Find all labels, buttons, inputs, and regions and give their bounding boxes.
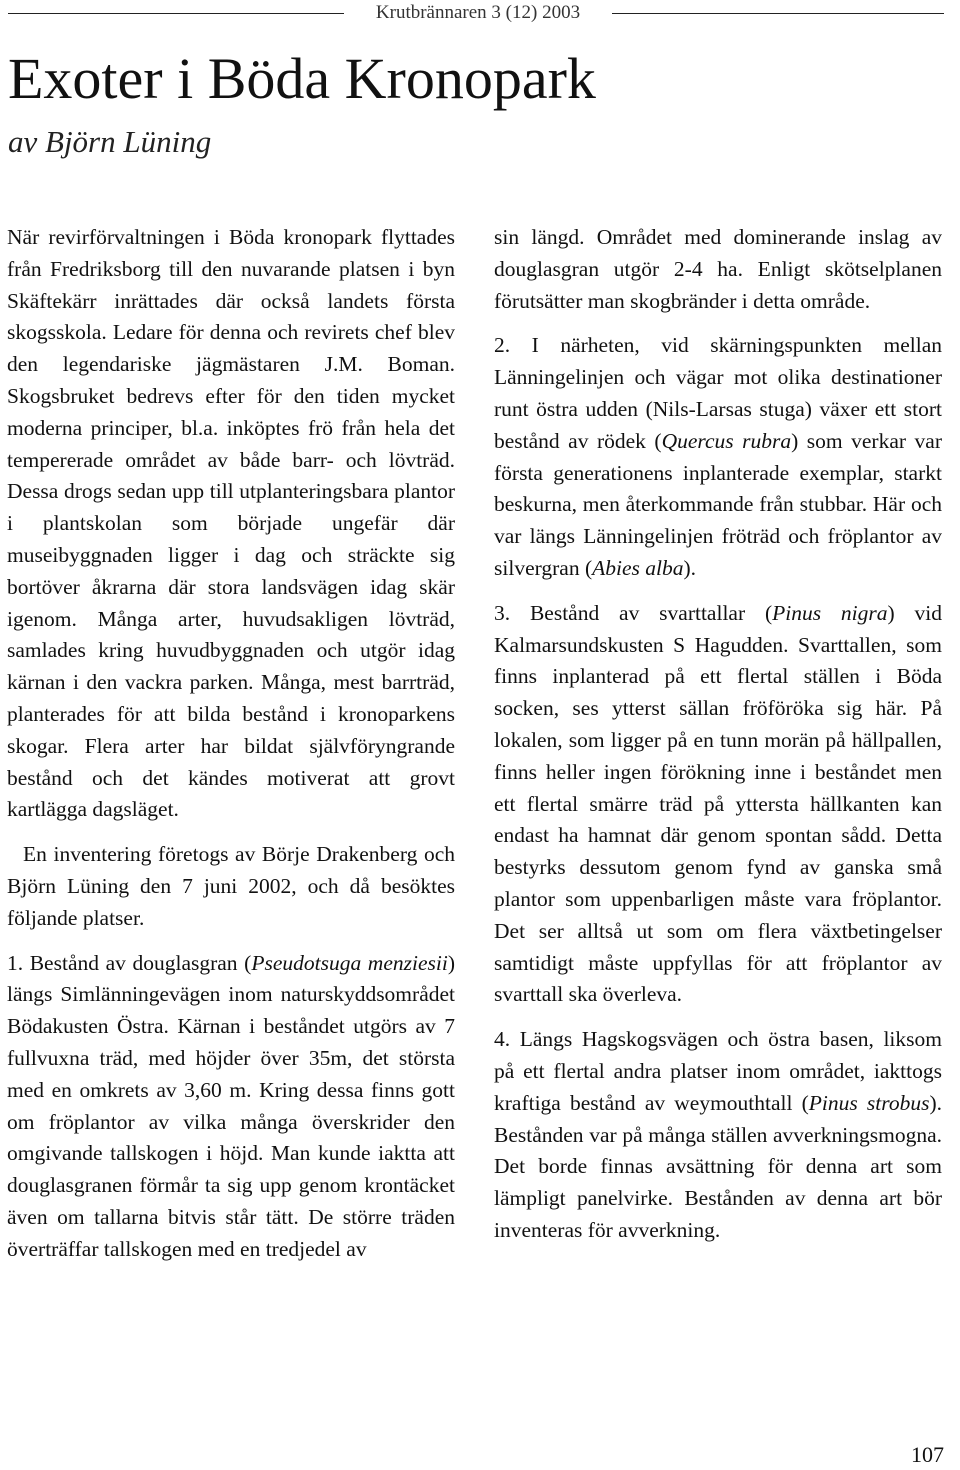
site-1-text-a: 1. Bestånd av douglasgran ( <box>7 950 252 975</box>
header-rule-right <box>612 13 944 14</box>
paragraph-site-2 <box>494 330 942 584</box>
paragraph-site-1 <box>7 948 455 1266</box>
article-title: Exoter i Böda Kronopark <box>8 46 596 111</box>
site-2-text-c: ). <box>683 555 697 580</box>
paragraph-intro: När revirförvaltningen i Böda kronopark flyttades från Fredriksborg till den nuvarande platsen i byn Skäftekärr inrättades där också landets första skogsskola. Ledare för denna och revirets chef blev den legendariske jägmästaren J.M. Boman. Skogsbruket bedrevs efter för den tiden mycket moderna principer, bl.a. inköptes frö från hela det tempererade området av både barr- och lövträd. Dessa drogs sedan upp till utplanteringsbara plantor i plantskolan som började ungefär där museibyggnaden ligger i dag och sträckte sig bortöver åkrarna där stora landsvägen idag skär igenom. Många arter, huvudsakligen lövträd, samlades kring huvudbyggnaden och utgör idag kärnan i den vackra parken. Många, mest barrträd, planterades för att bilda bestånd i kronoparkens skogar. Flera arter har bildat självföryngrande bestånd och det kändes motiverat att grovt kartlägga dagsläget. <box>7 225 455 822</box>
site-2-latin-name-1: Quercus rubra <box>661 428 792 453</box>
article-byline: av Björn Lüning <box>8 124 212 159</box>
right-column <box>494 222 942 1247</box>
header-rule-left <box>8 13 344 14</box>
site-4-text-b: ). Bestånden var på många ställen avverkningsmogna. Det borde finnas avsättning för denna art som lämpligt panelvirke. Bestånden av denna art bör inventeras för avverkning. <box>494 1090 942 1242</box>
paragraph-inventory: En inventering företogs av Börje Drakenberg och Björn Lüning den 7 juni 2002, och då besöktes följande platser. <box>7 842 455 930</box>
left-column <box>7 222 455 1266</box>
site-2-text-a: 2. I närheten, vid skärningspunkten mellan Länningelinjen och vägar mot olika destinationer runt östra udden (Nils-Larsas stuga) växer ett stort bestånd av rödek ( <box>494 333 942 453</box>
site-3-latin-name: Pinus nigra <box>772 600 888 625</box>
site-1-latin-name: Pseudotsuga menziesii <box>251 950 448 975</box>
page-number: 107 <box>911 1442 944 1467</box>
site-3-text-a: 3. Bestånd av svarttallar ( <box>494 600 773 625</box>
site-1-text-b: ) längs Simlänningevägen inom naturskyddsområdet Bödakusten Östra. Kärnan i beståndet utgörs av 7 fullvuxna träd, med höjder över 35m, det största med en omkrets av 3,60 m. Kring dessa finns gott om fröplantor av vilka många överskrider den omgivande tallskogen i höjd. Man kunde iaktta att douglasgranen förmår ta sig upp genom krontäcket även om tallarna bitvis står tätt. De större träden överträffar tallskogen med en tredjedel av <box>7 950 455 1261</box>
site-2-text-b: ) som verkar var första generationens inplanterade exemplar, starkt beskurna, men återkommande från stubbar. Här och var längs Länningelinjen fröträd och fröplantor av silvergran ( <box>494 428 942 580</box>
site-4-text-a: 4. Längs Hagskogsvägen och östra basen, liksom på ett flertal andra platser inom området, iakttogs kraftiga bestånd av weymouthtall ( <box>494 1027 942 1115</box>
paragraph-site-4 <box>494 1024 942 1247</box>
running-header <box>0 0 960 30</box>
paragraph-site-1-cont: sin längd. Området med dominerande inslag av douglasgran utgör 2-4 ha. Enligt skötselplanen förutsätter man skogbränder i detta område. <box>494 225 942 313</box>
site-3-text-b: ) vid Kalmarsundskusten S Hagudden. Svarttallen, som finns inplanterad på ett flertal ställen i Böda socken, ses ytterst sällan fröföröka sig här. På lokalen, som ligger på en tunn morän på hällpallen, finns heller ingen förökning inne i beståndet men ett flertal smärre träd på yttersta hällkanten kan endast ha hamnat där genom spontan sådd. Detta bestyrks dessutom genom fynd av ganska små plantor som uppenbarligen måste vara fröplantor. Det ser alltså ut som om flera växtbetingelser samtidigt måste uppfyllas för att fröplantor av svarttall ska överleva. <box>494 600 942 1007</box>
site-2-latin-name-2: Abies alba <box>592 555 684 580</box>
paragraph-site-3 <box>494 598 942 1011</box>
site-4-latin-name: Pinus strobus <box>808 1090 930 1115</box>
journal-issue: Krutbrännaren 3 (12) 2003 <box>375 2 581 23</box>
